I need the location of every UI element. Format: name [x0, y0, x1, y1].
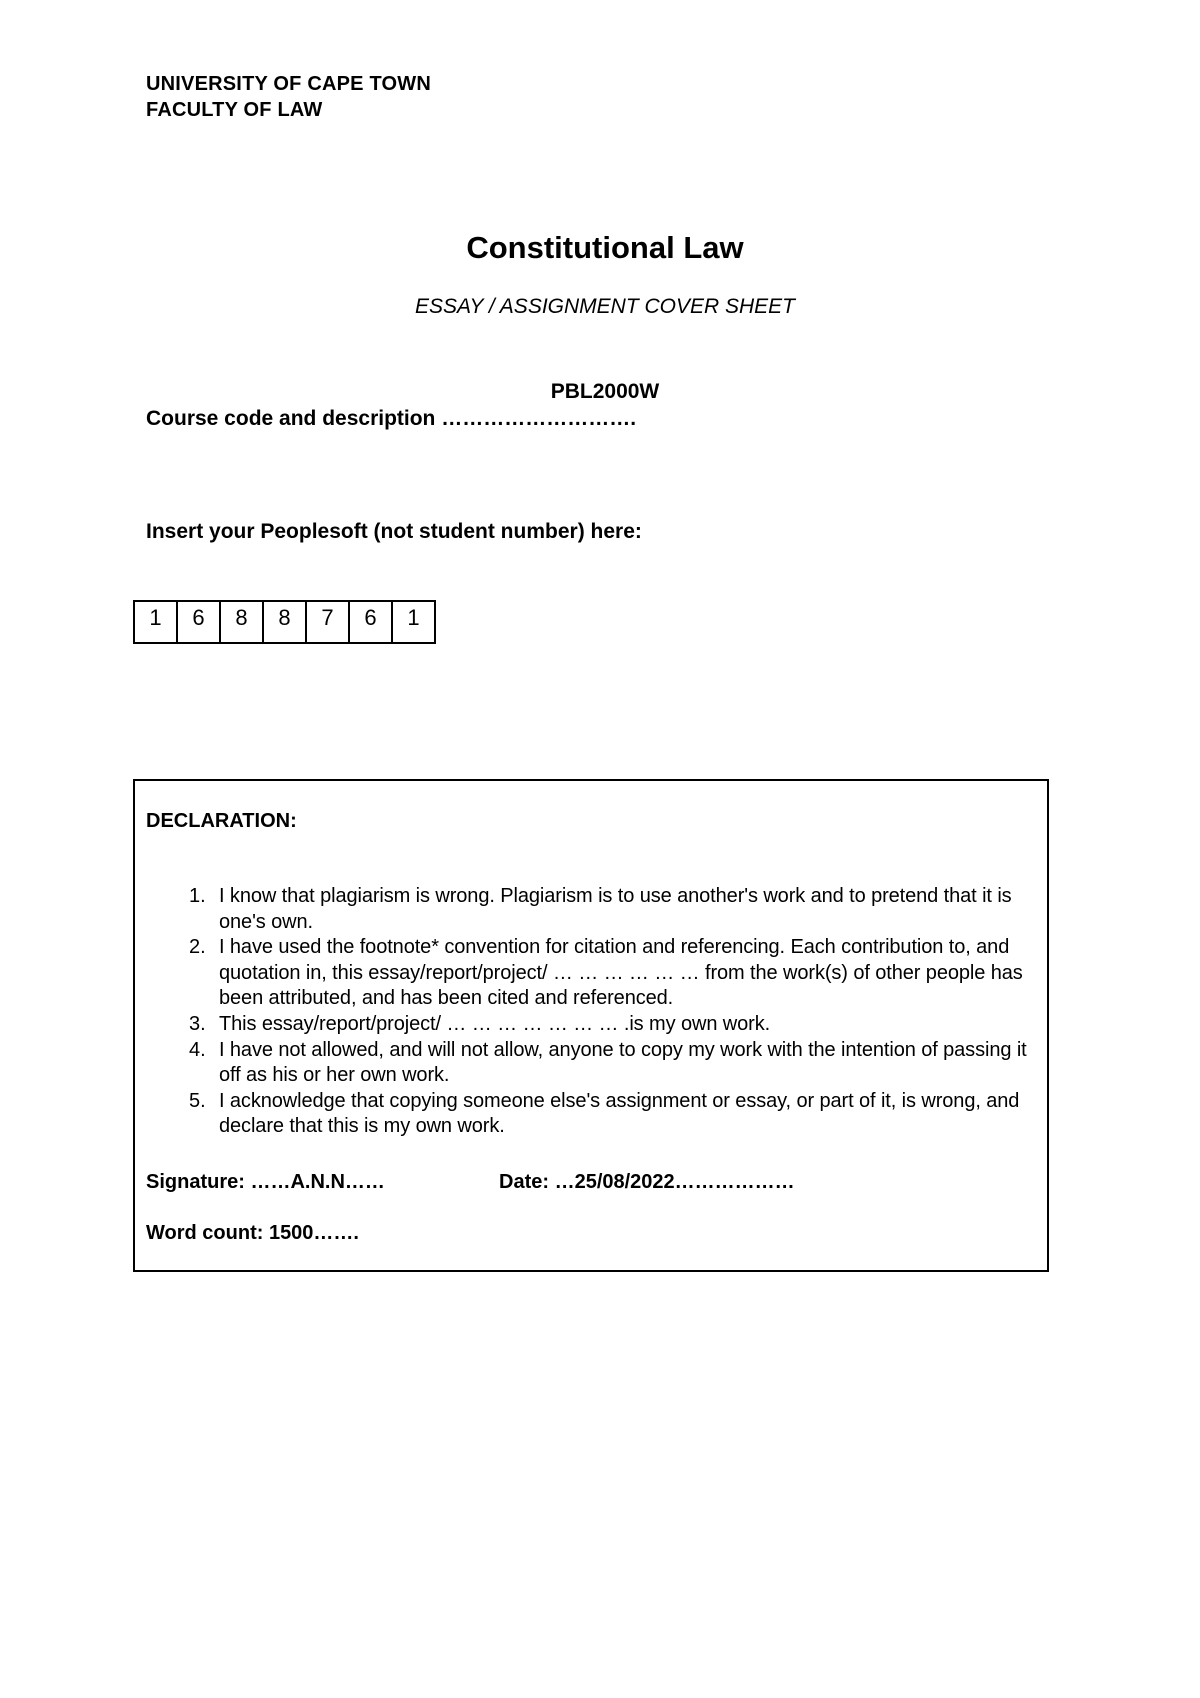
declaration-item-text: I acknowledge that copying someone else's assignment or essay, or part of it, is wrong, and declare that this is my own work.: [219, 1089, 1020, 1138]
declaration-item-text: I have used the footnote* convention for citation and referencing. Each contribution to, and quotation in, this essay/report/project/ … … … … … … from the work(s) of other people has been attributed, and has been cited and referenced.: [219, 936, 1023, 1010]
declaration-item: [146, 1038, 1046, 1089]
declaration-heading: DECLARATION:: [146, 810, 297, 832]
declaration-list: [146, 884, 1046, 1140]
declaration-item-number: 3.: [189, 1012, 206, 1035]
declaration-item: [146, 884, 1046, 935]
declaration-item-number: 5.: [189, 1089, 206, 1112]
declaration-item-number: 1.: [189, 885, 206, 907]
document-title: Constitutional Law: [466, 230, 744, 265]
peoplesoft-digit: 1: [393, 602, 436, 642]
peoplesoft-label: Insert your Peoplesoft (not student number) here:: [146, 520, 642, 543]
peoplesoft-digit: 6: [178, 602, 221, 642]
declaration-item-number: 4.: [189, 1038, 206, 1061]
declaration-item-number: 2.: [189, 936, 206, 959]
declaration-item-text: I know that plagiarism is wrong. Plagiarism is to use another's work and to pretend that it is one's own.: [219, 885, 1012, 933]
declaration-item: [146, 1012, 1046, 1038]
signature-date-row: [146, 1169, 795, 1195]
course-description-label: Course code and description ……………………….: [146, 407, 637, 430]
peoplesoft-digit: 6: [350, 602, 393, 642]
document-subtitle: ESSAY / ASSIGNMENT COVER SHEET: [414, 295, 796, 318]
university-name: UNIVERSITY OF CAPE TOWN: [146, 73, 432, 95]
peoplesoft-digit: 7: [307, 602, 350, 642]
declaration-item: [146, 935, 1046, 1012]
faculty-name: FACULTY OF LAW: [146, 99, 323, 121]
declaration-item-text: This essay/report/project/ … … … … … … … .is my own work.: [219, 1012, 771, 1035]
signature-field: Signature: ……A.N.N……: [146, 1171, 385, 1193]
peoplesoft-digit: 8: [264, 602, 307, 642]
peoplesoft-digit: 8: [221, 602, 264, 642]
declaration-item: [146, 1089, 1046, 1140]
institution-header: [146, 71, 431, 123]
declaration-item-text: I have not allowed, and will not allow, anyone to copy my work with the intention of passing it off as his or her own work.: [219, 1038, 1027, 1087]
peoplesoft-digit: 1: [135, 602, 178, 642]
date-field: Date: …25/08/2022………………: [499, 1171, 795, 1193]
word-count: Word count: 1500…….: [146, 1222, 359, 1244]
peoplesoft-number-grid: [133, 600, 436, 644]
course-code: PBL2000W: [550, 380, 660, 403]
